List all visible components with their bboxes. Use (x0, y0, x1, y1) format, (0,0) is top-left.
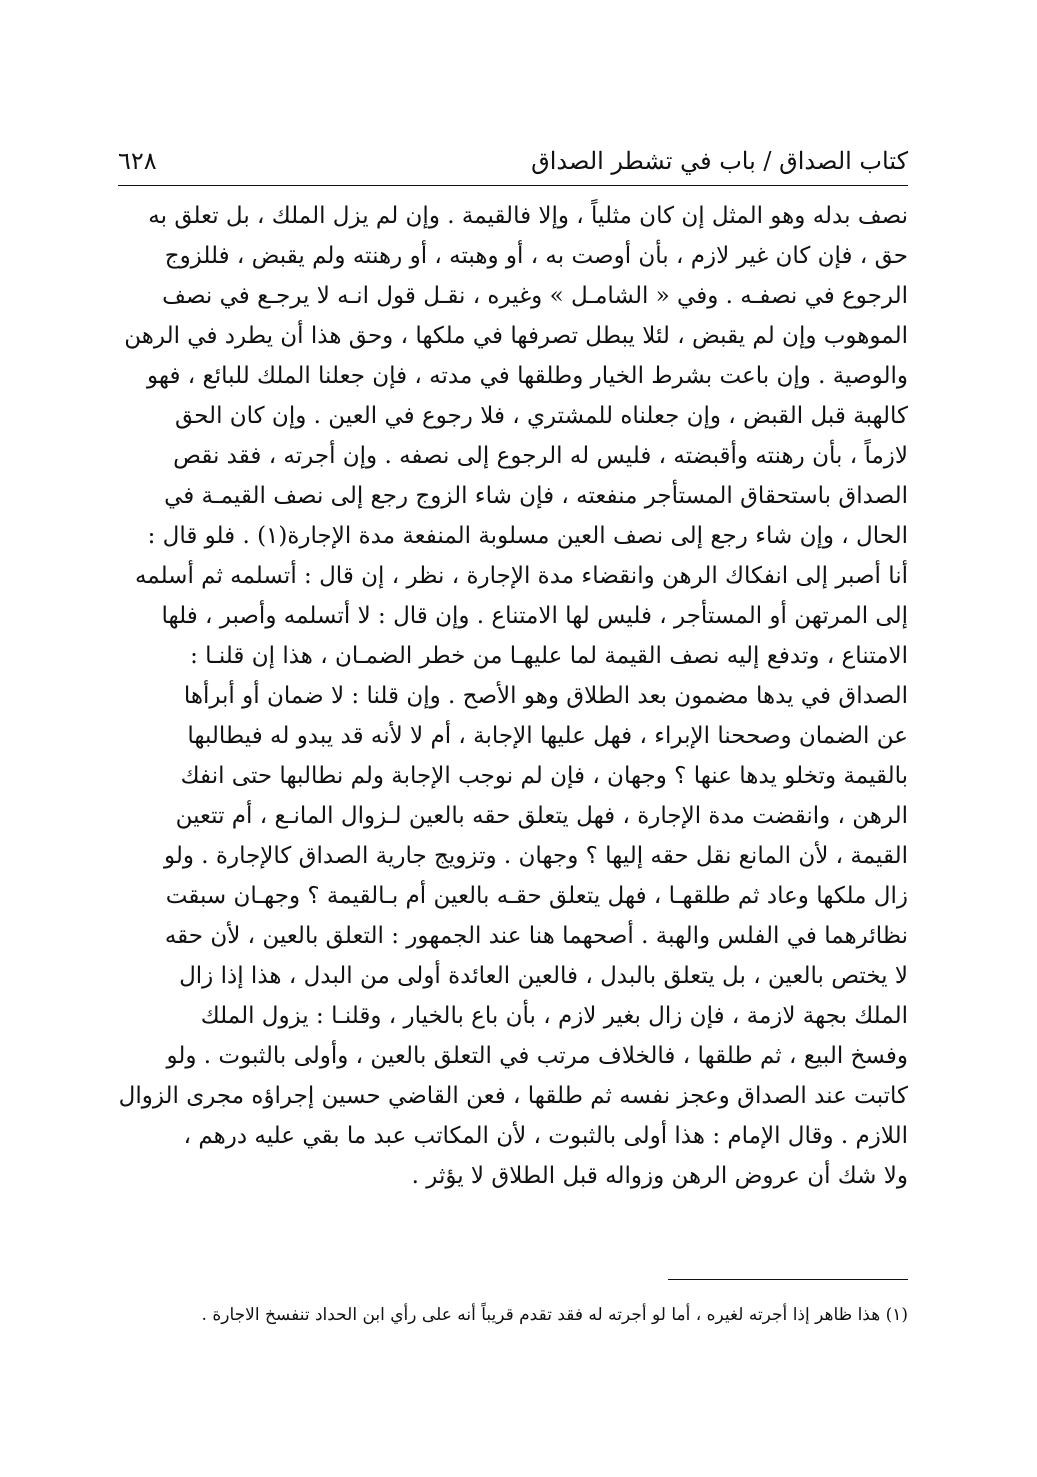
header-divider (118, 185, 908, 186)
text-line: أنا أصبر إلى انفكاك الرهن وانقضاء مدة الإجارة ، نظر ، إن قال : أتسلمه ثم أسلمه (134, 563, 908, 589)
text-line: إلى المرتهن أو المستأجر ، فليس لها الامتناع . وإن قال : لا أتسلمه وأصبر ، فلها (161, 603, 908, 629)
main-text (118, 196, 908, 1196)
text-line: لا يختص بالعين ، بل يتعلق بالبدل ، فالعين العائدة أولى من البدل ، هذا إذا زال (179, 963, 908, 989)
text-line: الملك بجهة لازمة ، فإن زال بغير لازم ، بأن باع بالخيار ، وقلنـا : يزول الملك (200, 1003, 908, 1029)
text-line: كالهبة قبل القبض ، وإن جعلناه للمشتري ، فلا رجوع في العين . وإن كان الحق (175, 403, 908, 429)
text-line: زال ملكها وعاد ثم طلقهـا ، فهل يتعلق حقـه بالعين أم بـالقيمة ؟ وجهـان سبقت (165, 883, 908, 909)
text-line: ولا شك أن عروض الرهن وزواله قبل الطلاق لا يؤثر . (411, 1163, 908, 1189)
text-line: والوصية . وإن باعت بشرط الخيار وطلقها في مدته ، فإن جعلنا الملك للبائع ، فهو (146, 363, 908, 389)
text-line: الرهن ، وانقضت مدة الإجارة ، فهل يتعلق حقه بالعين لـزوال المانـع ، أم تتعين (175, 803, 908, 829)
page-number: ٦٢٨ (118, 147, 157, 175)
running-title: كتاب الصداق / باب في تشطر الصداق (531, 147, 908, 175)
text-line: بالقيمة وتخلو يدها عنها ؟ وجهان ، فإن لم نوجب الإجابة ولم نطالبها حتى انفك (180, 763, 908, 789)
text-line: نظائرهما في الفلس والهبة . أصحهما هنا عند الجمهور : التعلق بالعين ، لأن حقه (164, 923, 908, 949)
text-line: نصف بدله وهو المثل إن كان مثلياً ، وإلا فالقيمة . وإن لم يزل الملك ، بل تعلق به (148, 203, 908, 229)
text-line: وفسخ البيع ، ثم طلقها ، فالخلاف مرتب في التعلق بالعين ، وأولى بالثبوت . ولو (166, 1043, 908, 1069)
text-line: لازماً ، بأن رهنته وأقبضته ، فليس له الرجوع إلى نصفه . وإن أجرته ، فقد نقص (173, 443, 908, 469)
text-line: عن الضمان وصححنا الإبراء ، فهل عليها الإجابة ، أم لا لأنه قد يبدو له فيطالبها (187, 723, 908, 749)
text-line: كاتبت عند الصداق وعجز نفسه ثم طلقها ، فعن القاضي حسين إجراؤه مجرى الزوال (118, 1083, 908, 1109)
text-line: الصداق في يدها مضمون بعد الطلاق وهو الأصح . وإن قلنا : لا ضمان أو أبرأها (183, 683, 908, 709)
text-line: الصداق باستحقاق المستأجر منفعته ، فإن شاء الزوج رجع إلى نصف القيمـة في (164, 483, 908, 509)
text-line: القيمة ، لأن المانع نقل حقه إليها ؟ وجهان . وتزويج جارية الصداق كالإجارة . ولو (163, 843, 908, 869)
text-line: الرجوع في نصفـه . وفي « الشامـل » وغيره ، نقـل قول انـه لا يرجـع في نصف (162, 283, 908, 309)
running-header (118, 140, 908, 182)
text-line: حق ، فإن كان غير لازم ، بأن أوصت به ، أو وهبته ، أو رهنته ولم يقبض ، فللزوج (164, 243, 908, 269)
text-line: الموهوب وإن لم يقبض ، لئلا يبطل تصرفها في ملكها ، وحق هذا أن يطرد في الرهن (124, 323, 908, 349)
footnote: (١) هذا ظاهر إذا أجرته لغيره ، أما لو أجرته له فقد تقدم قريباً أنه على رأي ابن الحداد تنفسخ الاجارة . (201, 1305, 908, 1325)
text-line: الحال ، وإن شاء رجع إلى نصف العين مسلوبة المنفعة مدة الإجارة(١) . فلو قال : (147, 523, 908, 549)
footnote-divider (668, 1279, 908, 1280)
text-line: الامتناع ، وتدفع إليه نصف القيمة لما عليهـا من خطر الضمـان ، هذا إن قلنـا : (190, 643, 908, 669)
text-line: اللازم . وقال الإمام : هذا أولى بالثبوت ، لأن المكاتب عبد ما بقي عليه درهم ، (183, 1123, 908, 1149)
